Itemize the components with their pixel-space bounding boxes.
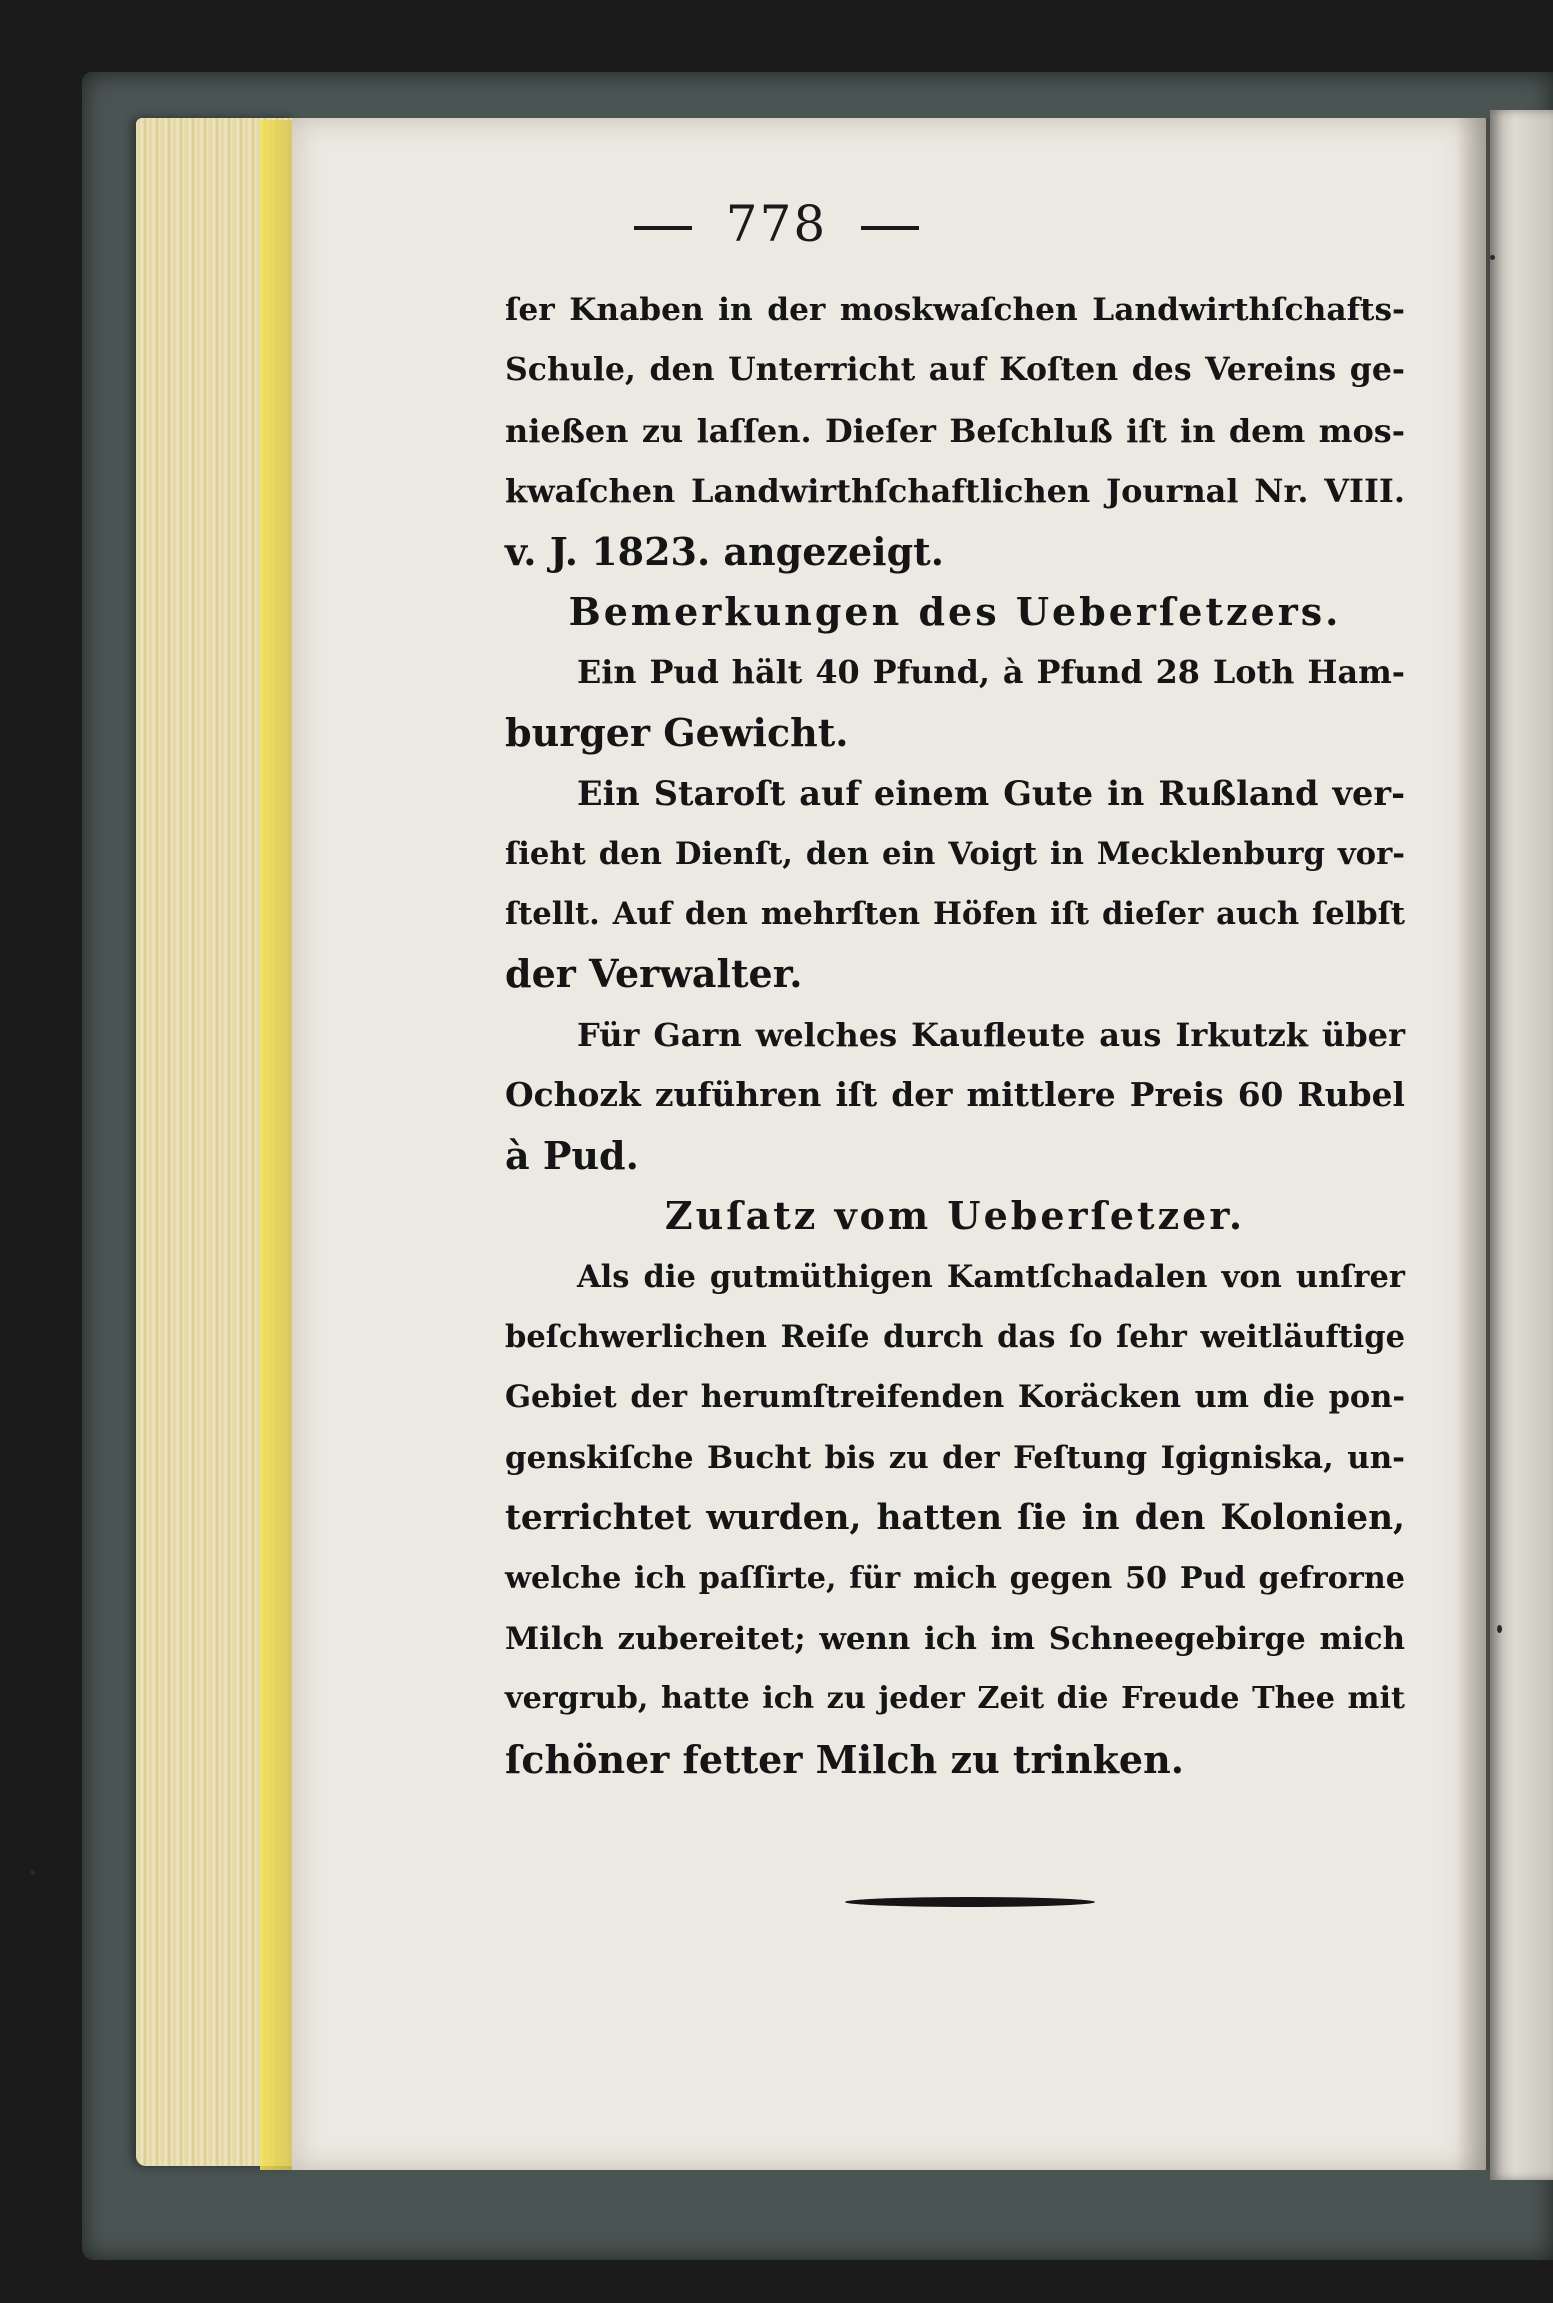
section-heading: Zuſatz vom Ueberſetzer.	[664, 1193, 1246, 1239]
section-heading: Bemerkungen des Ueberſetzers.	[568, 589, 1342, 635]
text-line: ſieht den Dienſt, den ein Voigt in Mecklenburg vor-	[505, 835, 1405, 872]
text-line: burger Gewicht.	[505, 709, 849, 755]
text-line: der Verwalter.	[505, 951, 803, 997]
text-line: Als die gutmüthigen Kamtſchadalen von unſrer	[577, 1258, 1405, 1295]
text-line: beſchwerlichen Reiſe durch das ſo ſehr weitläuftige	[505, 1318, 1405, 1355]
text-line: à Pud.	[505, 1132, 639, 1178]
dust-speck	[1497, 1625, 1502, 1633]
text-line: Ein Staroſt auf einem Gute in Rußland ver-	[577, 773, 1405, 814]
text-line: ſchöner fetter Milch zu trinken.	[505, 1736, 1184, 1782]
text-line: Ein Pud hält 40 Pfund, à Pfund 28 Loth Ham-	[577, 653, 1405, 692]
page-number-dash-right	[861, 226, 919, 230]
text-line: genskiſche Bucht bis zu der Feſtung Igigniska, un-	[505, 1439, 1405, 1476]
gutter-shadow	[1456, 118, 1492, 2170]
dust-speck	[1490, 255, 1495, 260]
text-line: ſer Knaben in der moskwaſchen Landwirthſchafts-	[505, 292, 1405, 328]
text-line: Schule, den Unterricht auf Koſten des Vereins ge-	[505, 351, 1405, 389]
text-line: terrichtet wurden, hatten ſie in den Kolonien,	[505, 1498, 1405, 1539]
text-line: nießen zu laſſen. Dieſer Beſchluß iſt in dem mos-	[505, 411, 1405, 450]
text-line: welche ich paſſirte, für mich gegen 50 Pud gefrorne	[505, 1560, 1405, 1596]
text-line: Milch zubereitet; wenn ich im Schneegebirge mich	[505, 1620, 1405, 1657]
text-line: Für Garn welches Kaufleute aus Irkutzk über	[577, 1015, 1405, 1054]
end-ornament-rule	[845, 1897, 1095, 1907]
dust-speck	[30, 1870, 35, 1875]
text-line: vergrub, hatte ich zu jeder Zeit die Freude Thee mit	[505, 1681, 1405, 1717]
text-line: ſtellt. Auf den mehrſten Höfen iſt dieſer auch ſelbſt	[505, 896, 1405, 933]
facing-page-edge	[1490, 110, 1553, 2180]
page-text	[505, 280, 1405, 1790]
page-number-dash-left	[634, 226, 692, 230]
text-line: Gebiet der herumſtreifenden Koräcken um die pon-	[505, 1379, 1405, 1416]
gilt-page-edge	[260, 120, 292, 2170]
text-line: kwaſchen Landwirthſchaftlichen Journal Nr. VIII.	[505, 472, 1405, 511]
text-line: Ochozk zuführen iſt der mittlere Preis 60 Rubel	[505, 1075, 1405, 1115]
page-number-value: 778	[725, 195, 828, 253]
text-line: v. J. 1823. angezeigt.	[505, 528, 944, 574]
page-number	[0, 195, 1553, 253]
